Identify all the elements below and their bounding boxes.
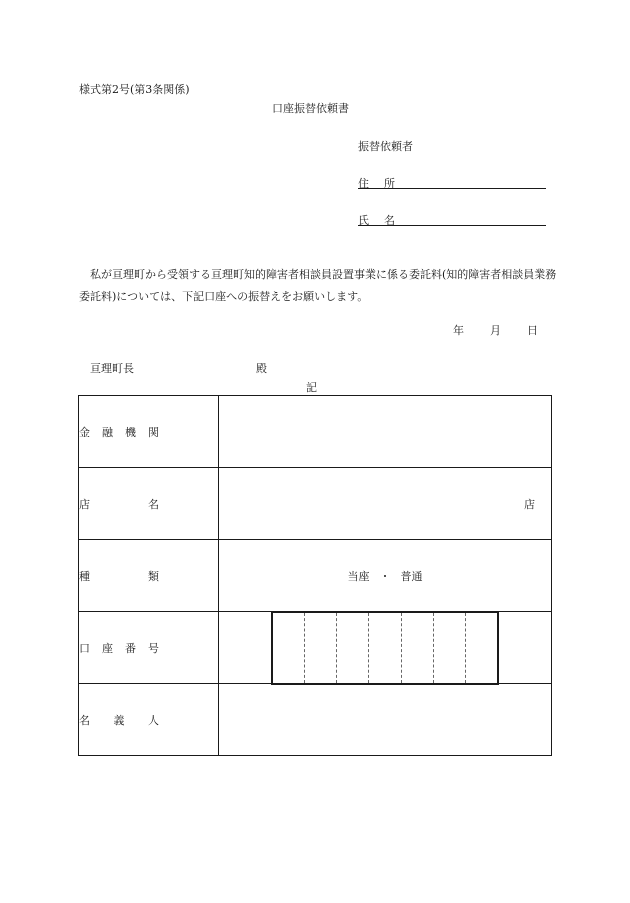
addressee-honorific: 殿 — [256, 362, 267, 375]
row-label-branch-name — [79, 468, 219, 540]
requester-label: 振替依頼者 — [358, 140, 413, 153]
label-char: 名 — [79, 713, 90, 727]
separator-dot: ・ — [379, 569, 391, 583]
account-type-current[interactable]: 当座 — [347, 569, 370, 583]
label-char: 座 — [102, 641, 113, 655]
branch-name-field[interactable] — [219, 468, 552, 540]
label-char: 口 — [79, 641, 90, 655]
account-digit-box[interactable] — [434, 613, 466, 683]
table-row — [79, 684, 552, 756]
label-char: 人 — [148, 713, 159, 727]
row-label-account-number — [79, 612, 219, 684]
request-body-text: 私が亘理町から受領する亘理町知的障害者相談員設置事業に係る委託料(知的障害者相談員業務委託料)については、下記口座への振替えをお願いします。 — [79, 268, 557, 303]
name-label-1: 氏 — [358, 214, 384, 227]
account-holder-field[interactable] — [219, 684, 552, 756]
label-char: 類 — [148, 569, 159, 583]
addressee-name: 亘理町長 — [90, 362, 134, 375]
name-label-2: 名 — [384, 214, 395, 227]
label-char: 機 — [125, 425, 136, 439]
form-number: 様式第2号(第3条関係) — [79, 83, 190, 96]
date-day: 日 — [527, 324, 538, 337]
account-number-cell — [219, 612, 552, 684]
row-label-financial-institution — [79, 396, 219, 468]
account-digit-box[interactable] — [273, 613, 305, 683]
document-title: 口座振替依頼書 — [272, 102, 349, 115]
table-row — [79, 612, 552, 684]
account-type-ordinary[interactable]: 普通 — [400, 569, 423, 583]
label-char: 関 — [148, 425, 159, 439]
row-label-account-type — [79, 540, 219, 612]
address-field[interactable] — [358, 175, 546, 189]
date-month: 月 — [490, 324, 501, 337]
ki-heading: 記 — [306, 381, 317, 394]
table-row — [79, 468, 552, 540]
table-row — [79, 540, 552, 612]
label-char: 金 — [79, 425, 90, 439]
date-year: 年 — [453, 324, 464, 337]
label-char: 店 — [79, 497, 90, 511]
address-label-1: 住 — [358, 177, 384, 190]
label-char: 号 — [148, 641, 159, 655]
row-label-account-holder — [79, 684, 219, 756]
account-type-field — [219, 540, 552, 612]
account-digit-box[interactable] — [466, 613, 497, 683]
name-field[interactable] — [358, 212, 546, 226]
account-digit-box[interactable] — [369, 613, 401, 683]
account-digit-box[interactable] — [305, 613, 337, 683]
financial-institution-field[interactable] — [219, 396, 552, 468]
address-label-2: 所 — [384, 177, 395, 190]
label-char: 種 — [79, 569, 90, 583]
account-digit-box[interactable] — [402, 613, 434, 683]
branch-suffix: 店 — [524, 497, 535, 511]
label-char: 義 — [113, 713, 125, 727]
label-char: 融 — [102, 425, 113, 439]
label-char: 番 — [125, 641, 136, 655]
account-number-boxes — [271, 611, 499, 685]
date-line[interactable] — [453, 322, 538, 338]
account-digit-box[interactable] — [337, 613, 369, 683]
account-form-table — [78, 395, 552, 756]
label-char: 名 — [148, 497, 159, 511]
table-row — [79, 396, 552, 468]
